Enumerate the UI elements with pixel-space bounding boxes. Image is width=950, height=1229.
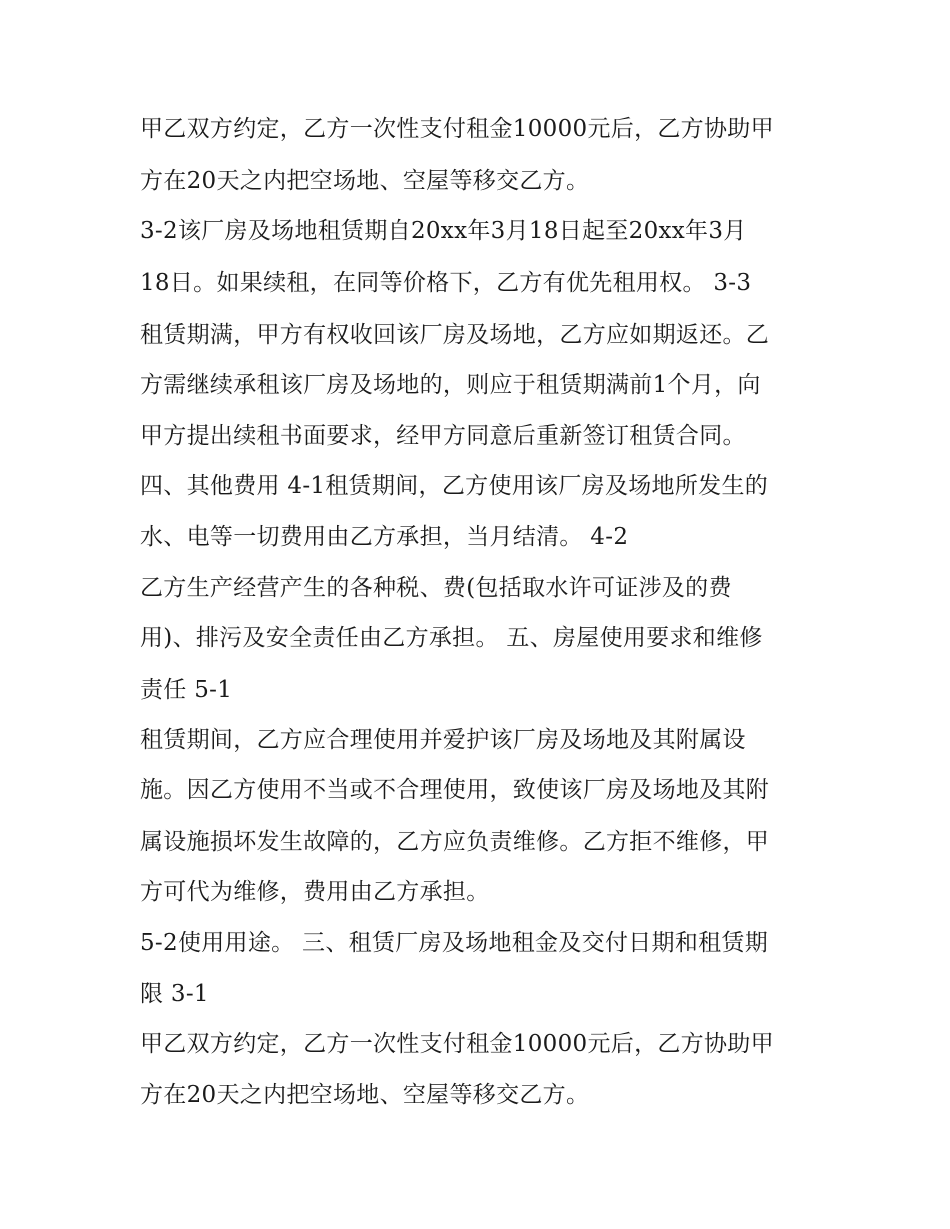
- text-line: 用)、排污及安全责任由乙方承担。 五、房屋使用要求和维修: [140, 625, 763, 651]
- text-line: 甲方提出续租书面要求，经甲方同意后重新签订租赁合同。: [140, 423, 746, 449]
- text-line: 租赁期间，乙方应合理使用并爱护该厂房及场地及其附属设: [140, 727, 746, 753]
- text-line: 方在20天之内把空场地、空屋等移交乙方。: [140, 168, 590, 194]
- text-line: 施。因乙方使用不当或不合理使用，致使该厂房及场地及其附: [140, 777, 770, 803]
- text-line: 乙方生产经营产生的各种税、费(包括取水许可证涉及的费: [140, 575, 732, 601]
- text-line: 水、电等一切费用由乙方承担，当月结清。 4-2: [140, 524, 629, 550]
- text-line: 属设施损坏发生故障的，乙方应负责维修。乙方拒不维修，甲: [140, 829, 770, 855]
- text-line: 18日。如果续租，在同等价格下，乙方有优先租用权。 3-3: [140, 270, 752, 296]
- text-line: 3-2该厂房及场地租赁期自20xx年3月18日起至20xx年3月: [140, 218, 747, 244]
- text-line: 5-2使用用途。 三、租赁厂房及场地租金及交付日期和租赁期: [140, 930, 769, 956]
- text-line: 方在20天之内把空场地、空屋等移交乙方。: [140, 1082, 590, 1108]
- text-line: 甲乙双方约定，乙方一次性支付租金10000元后，乙方协助甲: [140, 1031, 774, 1057]
- text-line: 四、其他费用 4-1租赁期间，乙方使用该厂房及场地所发生的: [140, 473, 769, 499]
- text-line: 方需继续承租该厂房及场地的，则应于租赁期满前1个月，向: [140, 372, 761, 398]
- text-line: 方可代为维修，费用由乙方承担。: [140, 879, 490, 905]
- text-line: 甲乙双方约定，乙方一次性支付租金10000元后，乙方协助甲: [140, 116, 774, 142]
- text-line: 责任 5-1: [140, 677, 233, 703]
- text-line: 租赁期满，甲方有权收回该厂房及场地，乙方应如期返还。乙: [140, 322, 770, 348]
- text-line: 限 3-1: [140, 981, 209, 1007]
